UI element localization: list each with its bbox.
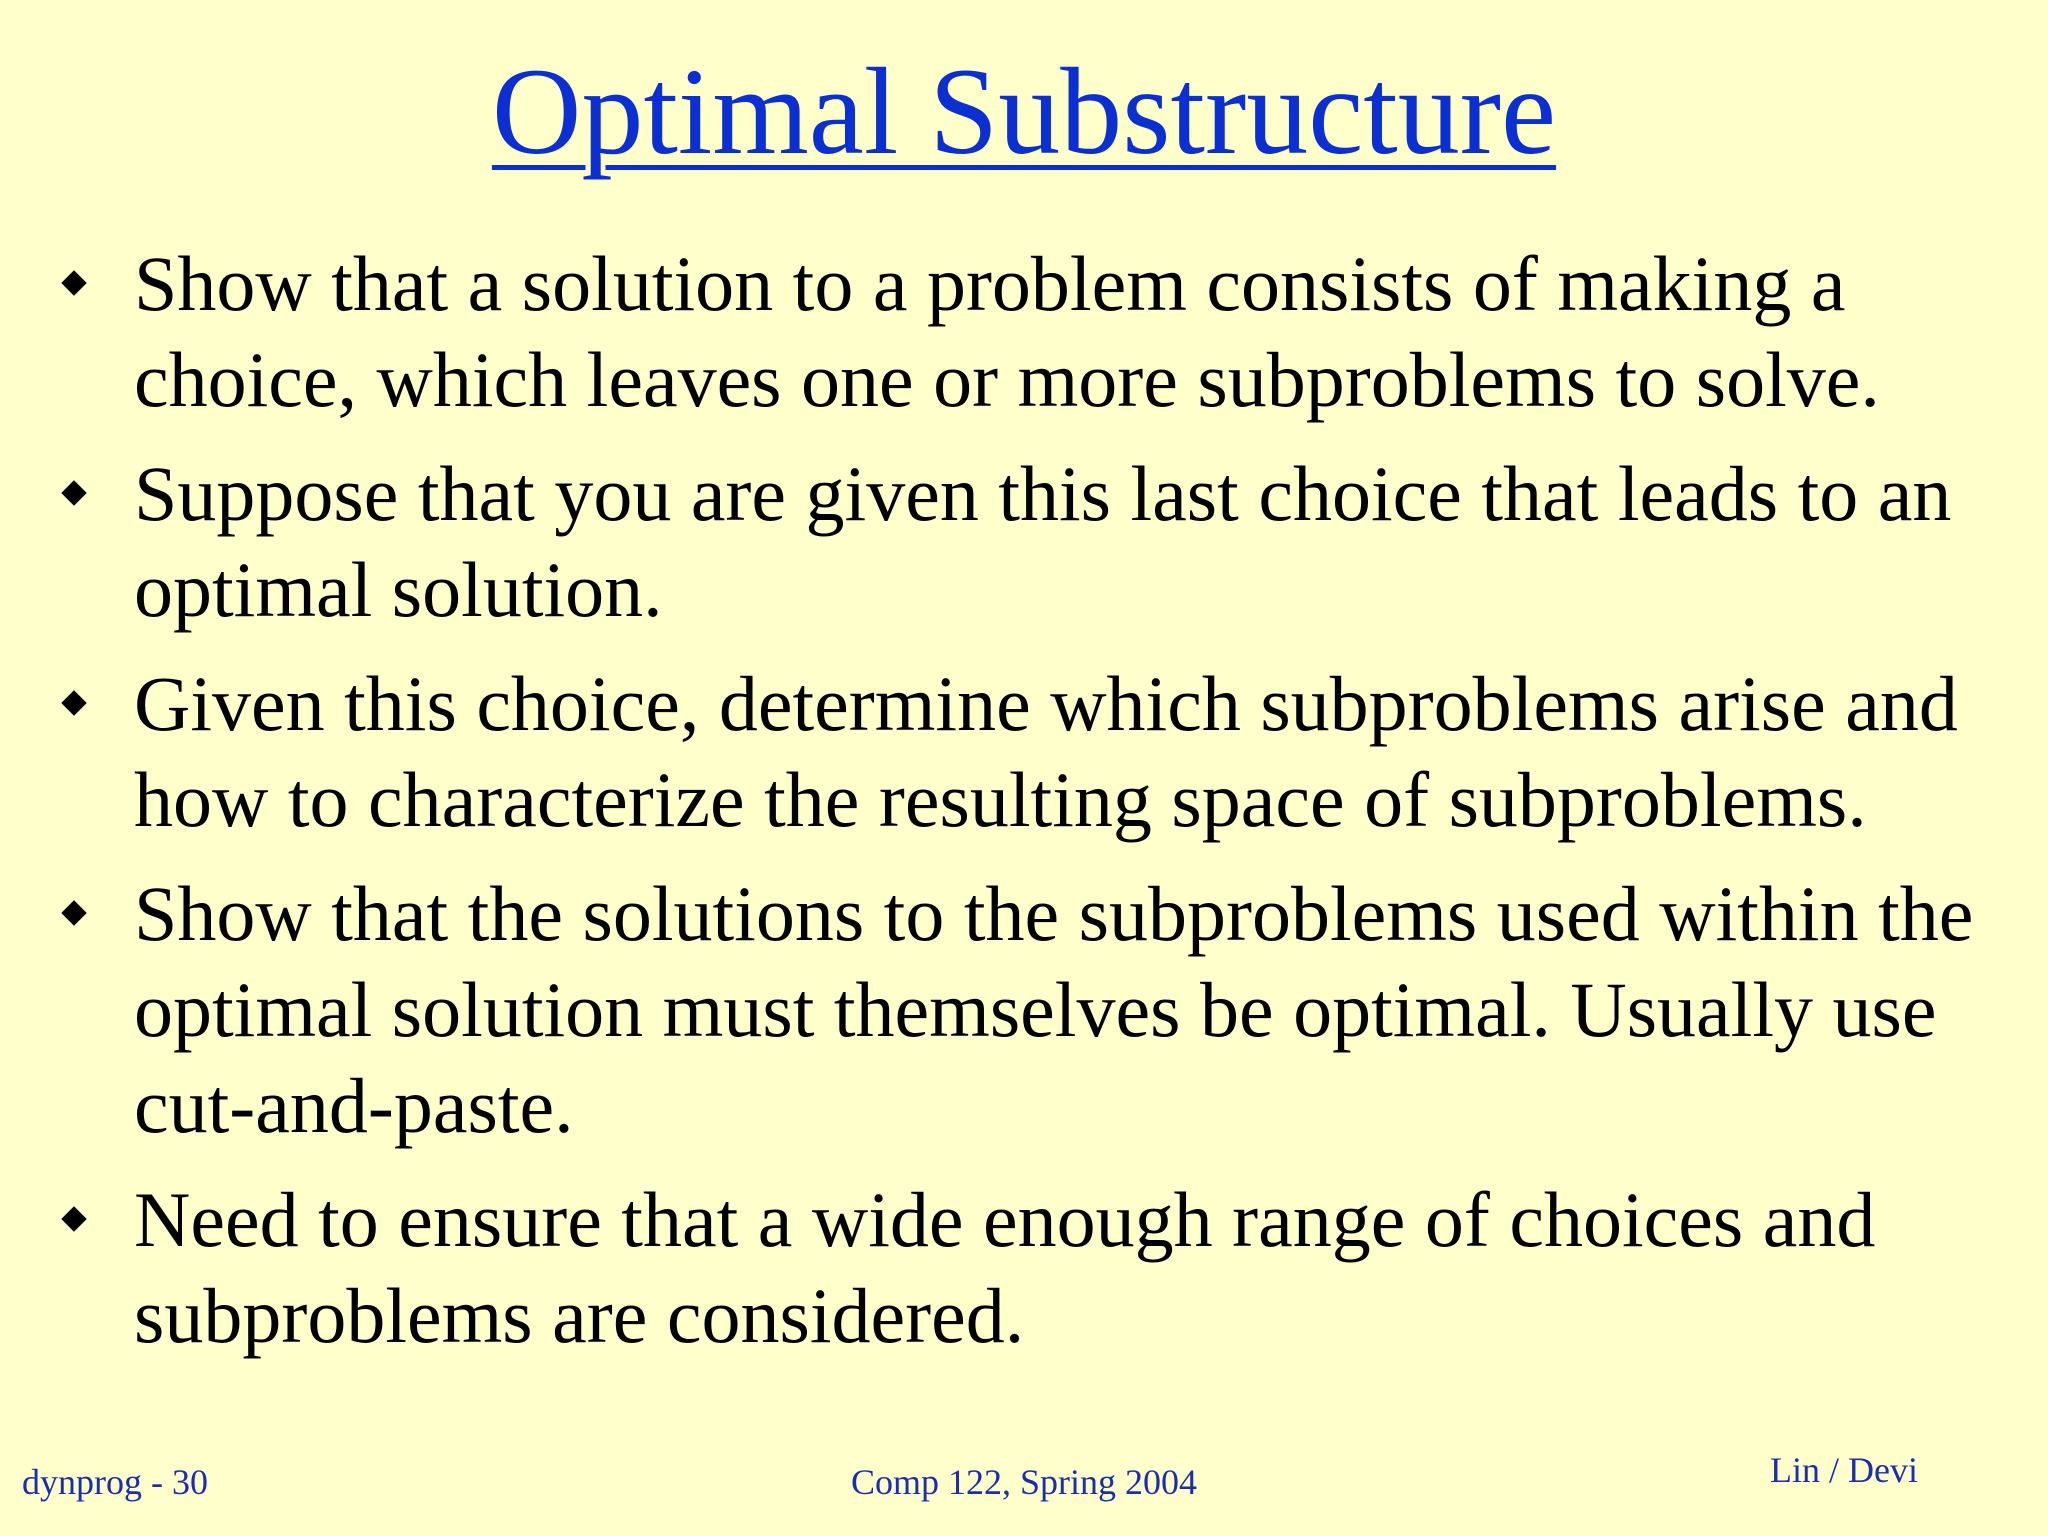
- bullet-text: Show that a solution to a problem consists of making a choice, which leaves one or more subproblems to solve.: [134, 240, 1880, 423]
- diamond-bullet-icon: [61, 690, 86, 715]
- bullet-text: Given this choice, determine which subproblems arise and how to characterize the resulting space of subproblems.: [134, 660, 1958, 843]
- bullet-item: [50, 866, 2010, 1154]
- footer-slide-number: dynprog - 30: [22, 1462, 208, 1502]
- diamond-bullet-icon: [61, 480, 86, 505]
- bullet-item: [50, 446, 2010, 638]
- bullet-item: [50, 236, 2010, 428]
- diamond-bullet-icon: [61, 270, 86, 295]
- footer-authors: Lin / Devi: [1770, 1450, 1918, 1490]
- bullet-list: [50, 236, 2010, 1382]
- bullet-text: Show that the solutions to the subproblems used within the optimal solution must themselves be optimal. Usually use cut-and-paste.: [134, 870, 1974, 1149]
- diamond-bullet-icon: [61, 1206, 86, 1231]
- diamond-bullet-icon: [61, 900, 86, 925]
- bullet-text: Need to ensure that a wide enough range of choices and subproblems are considered.: [134, 1176, 1876, 1359]
- bullet-item: [50, 656, 2010, 848]
- slide-title: [0, 42, 2048, 182]
- slide-title-text: Optimal Substructure: [491, 43, 1557, 180]
- bullet-text: Suppose that you are given this last choice that leads to an optimal solution.: [134, 450, 1952, 633]
- bullet-item: [50, 1172, 2010, 1364]
- footer-course: Comp 122, Spring 2004: [850, 1462, 1198, 1502]
